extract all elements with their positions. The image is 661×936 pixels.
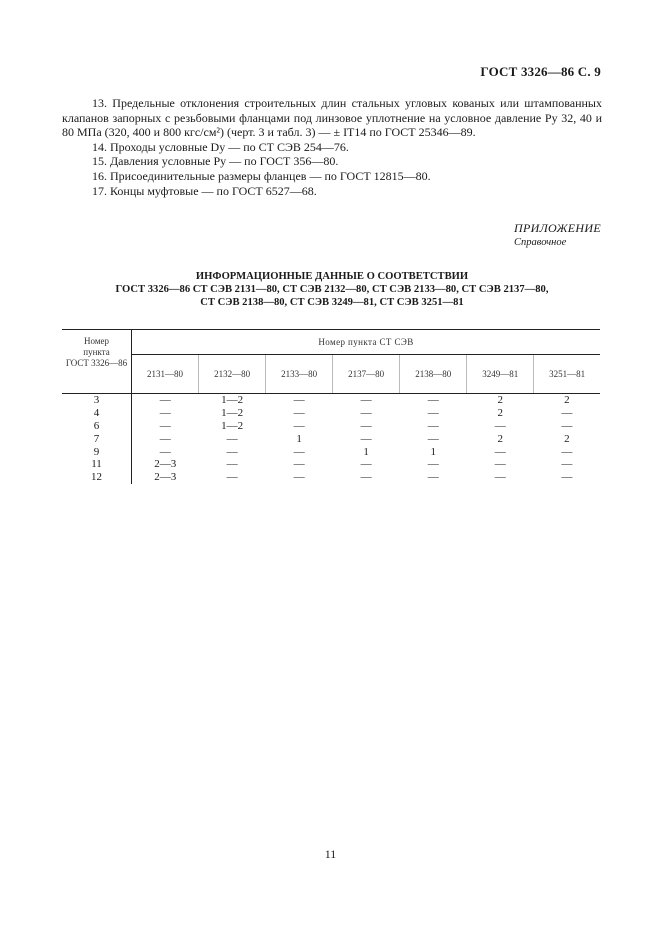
table-cell: — bbox=[159, 432, 171, 445]
table-cell: 2 bbox=[564, 394, 570, 407]
table-cell: — bbox=[561, 407, 573, 420]
row-clause-number: 9 bbox=[62, 445, 132, 458]
clause-17: 17. Концы муфтовые — по ГОСТ 6527—68. bbox=[92, 183, 317, 198]
table-cell: — bbox=[494, 445, 506, 458]
table-title-line-3: СТ СЭВ 2138—80, СТ СЭВ 3249—81, СТ СЭВ 3251—81 bbox=[200, 297, 464, 309]
table-title-line-2: ГОСТ 3326—86 СТ СЭВ 2131—80, СТ СЭВ 2132—80, СТ СЭВ 2133—80, СТ СЭВ 2137—80, bbox=[115, 284, 549, 296]
column-header: 2137—80 bbox=[333, 355, 400, 394]
row-clause-number: 7 bbox=[62, 432, 132, 445]
table-cell: — bbox=[226, 458, 238, 471]
table-cell: — bbox=[427, 432, 439, 445]
table-cell: — bbox=[293, 407, 305, 420]
table-title-line-1: ИНФОРМАЦИОННЫЕ ДАННЫЕ О СООТВЕТСТВИИ bbox=[195, 271, 469, 282]
clause-16: 16. Присоединительные размеры фланцев — по ГОСТ 12815—80. bbox=[92, 168, 431, 183]
row-clause-number: 11 bbox=[62, 458, 132, 471]
table-cell: — bbox=[293, 471, 305, 484]
table-cell: — bbox=[427, 394, 439, 407]
row-clause-number: 12 bbox=[62, 471, 132, 484]
clause-15: 15. Давления условные Pу — по ГОСТ 356—80. bbox=[92, 154, 339, 169]
appendix-type: Справочное bbox=[514, 237, 567, 248]
st-sev-group-header: Номер пункта СТ СЭВ bbox=[132, 330, 601, 355]
table-cell: — bbox=[360, 471, 372, 484]
table-cell: 2 bbox=[497, 407, 503, 420]
table-cell: — bbox=[427, 471, 439, 484]
row-clause-number: 6 bbox=[62, 420, 132, 433]
table-cell: 1 bbox=[363, 445, 369, 458]
table-cell: 1—2 bbox=[221, 407, 244, 420]
page-number: 11 bbox=[324, 847, 337, 861]
row-clause-number: 4 bbox=[62, 407, 132, 420]
correspondence-table bbox=[62, 329, 600, 484]
column-header: 2131—80 bbox=[132, 355, 199, 394]
clauses bbox=[62, 96, 602, 198]
gost-clause-header: Номер пункта ГОСТ 3326—86 bbox=[62, 330, 132, 394]
table-cell: 2—3 bbox=[154, 471, 177, 484]
table-cell: — bbox=[561, 471, 573, 484]
column-header: 3249—81 bbox=[467, 355, 534, 394]
table-cell: — bbox=[226, 445, 238, 458]
table-cell: 1—2 bbox=[221, 419, 244, 432]
table-cell: — bbox=[159, 394, 171, 407]
table-title bbox=[62, 270, 602, 310]
appendix-label bbox=[514, 221, 601, 248]
table-cell: — bbox=[226, 471, 238, 484]
table-cell: 2 bbox=[497, 394, 503, 407]
table-cell: — bbox=[494, 458, 506, 471]
table-cell: — bbox=[360, 432, 372, 445]
table-row bbox=[62, 394, 600, 407]
table-row bbox=[62, 432, 600, 445]
table-cell: — bbox=[561, 445, 573, 458]
table-cell: — bbox=[494, 419, 506, 432]
column-header: 2132—80 bbox=[199, 355, 266, 394]
table-row bbox=[62, 471, 600, 484]
table-cell: — bbox=[561, 419, 573, 432]
table-cell: 2—3 bbox=[154, 458, 177, 471]
table-cell: — bbox=[159, 445, 171, 458]
clause-14: 14. Проходы условные Dу — по СТ СЭВ 254—76. bbox=[92, 139, 349, 154]
table-cell: — bbox=[427, 419, 439, 432]
row-clause-number: 3 bbox=[62, 394, 132, 407]
table-cell: 1 bbox=[430, 445, 436, 458]
table-cell: 2 bbox=[564, 432, 570, 445]
table-cell: 2 bbox=[497, 432, 503, 445]
clause-13: 13. Предельные отклонения строительных длин стальных угловых кованых или штампованных клапанов запорных с резьбовыми фланцами под линзовое уплотнение на условное давление Pу 32, 40 и 80 МПа (320, 400 и 800 кгс/см²) (черт. 3 и табл. 3) — ± IT14 по ГОСТ 25346—89. bbox=[62, 96, 602, 140]
table-row bbox=[62, 445, 600, 458]
table-cell: — bbox=[293, 458, 305, 471]
column-header: 2138—80 bbox=[400, 355, 467, 394]
table-cell: — bbox=[360, 458, 372, 471]
table-cell: — bbox=[293, 445, 305, 458]
table-cell: 1—2 bbox=[221, 394, 244, 407]
table-cell: — bbox=[494, 471, 506, 484]
table-cell: — bbox=[360, 407, 372, 420]
table-cell: — bbox=[561, 458, 573, 471]
table-cell: — bbox=[427, 458, 439, 471]
table-cell: — bbox=[159, 419, 171, 432]
table-row bbox=[62, 407, 600, 420]
table-cell: — bbox=[293, 419, 305, 432]
table-cell: — bbox=[427, 407, 439, 420]
appendix-title: ПРИЛОЖЕНИЕ bbox=[514, 221, 601, 235]
table-row bbox=[62, 420, 600, 433]
table-cell: 1 bbox=[296, 432, 302, 445]
table-cell: — bbox=[159, 407, 171, 420]
column-header: 3251—81 bbox=[534, 355, 600, 394]
table-cell: — bbox=[360, 419, 372, 432]
table-cell: — bbox=[293, 394, 305, 407]
table-row bbox=[62, 458, 600, 471]
table-cell: — bbox=[360, 394, 372, 407]
column-header: 2133—80 bbox=[266, 355, 333, 394]
table-cell: — bbox=[226, 432, 238, 445]
page-header: ГОСТ 3326—86 С. 9 bbox=[480, 64, 601, 79]
